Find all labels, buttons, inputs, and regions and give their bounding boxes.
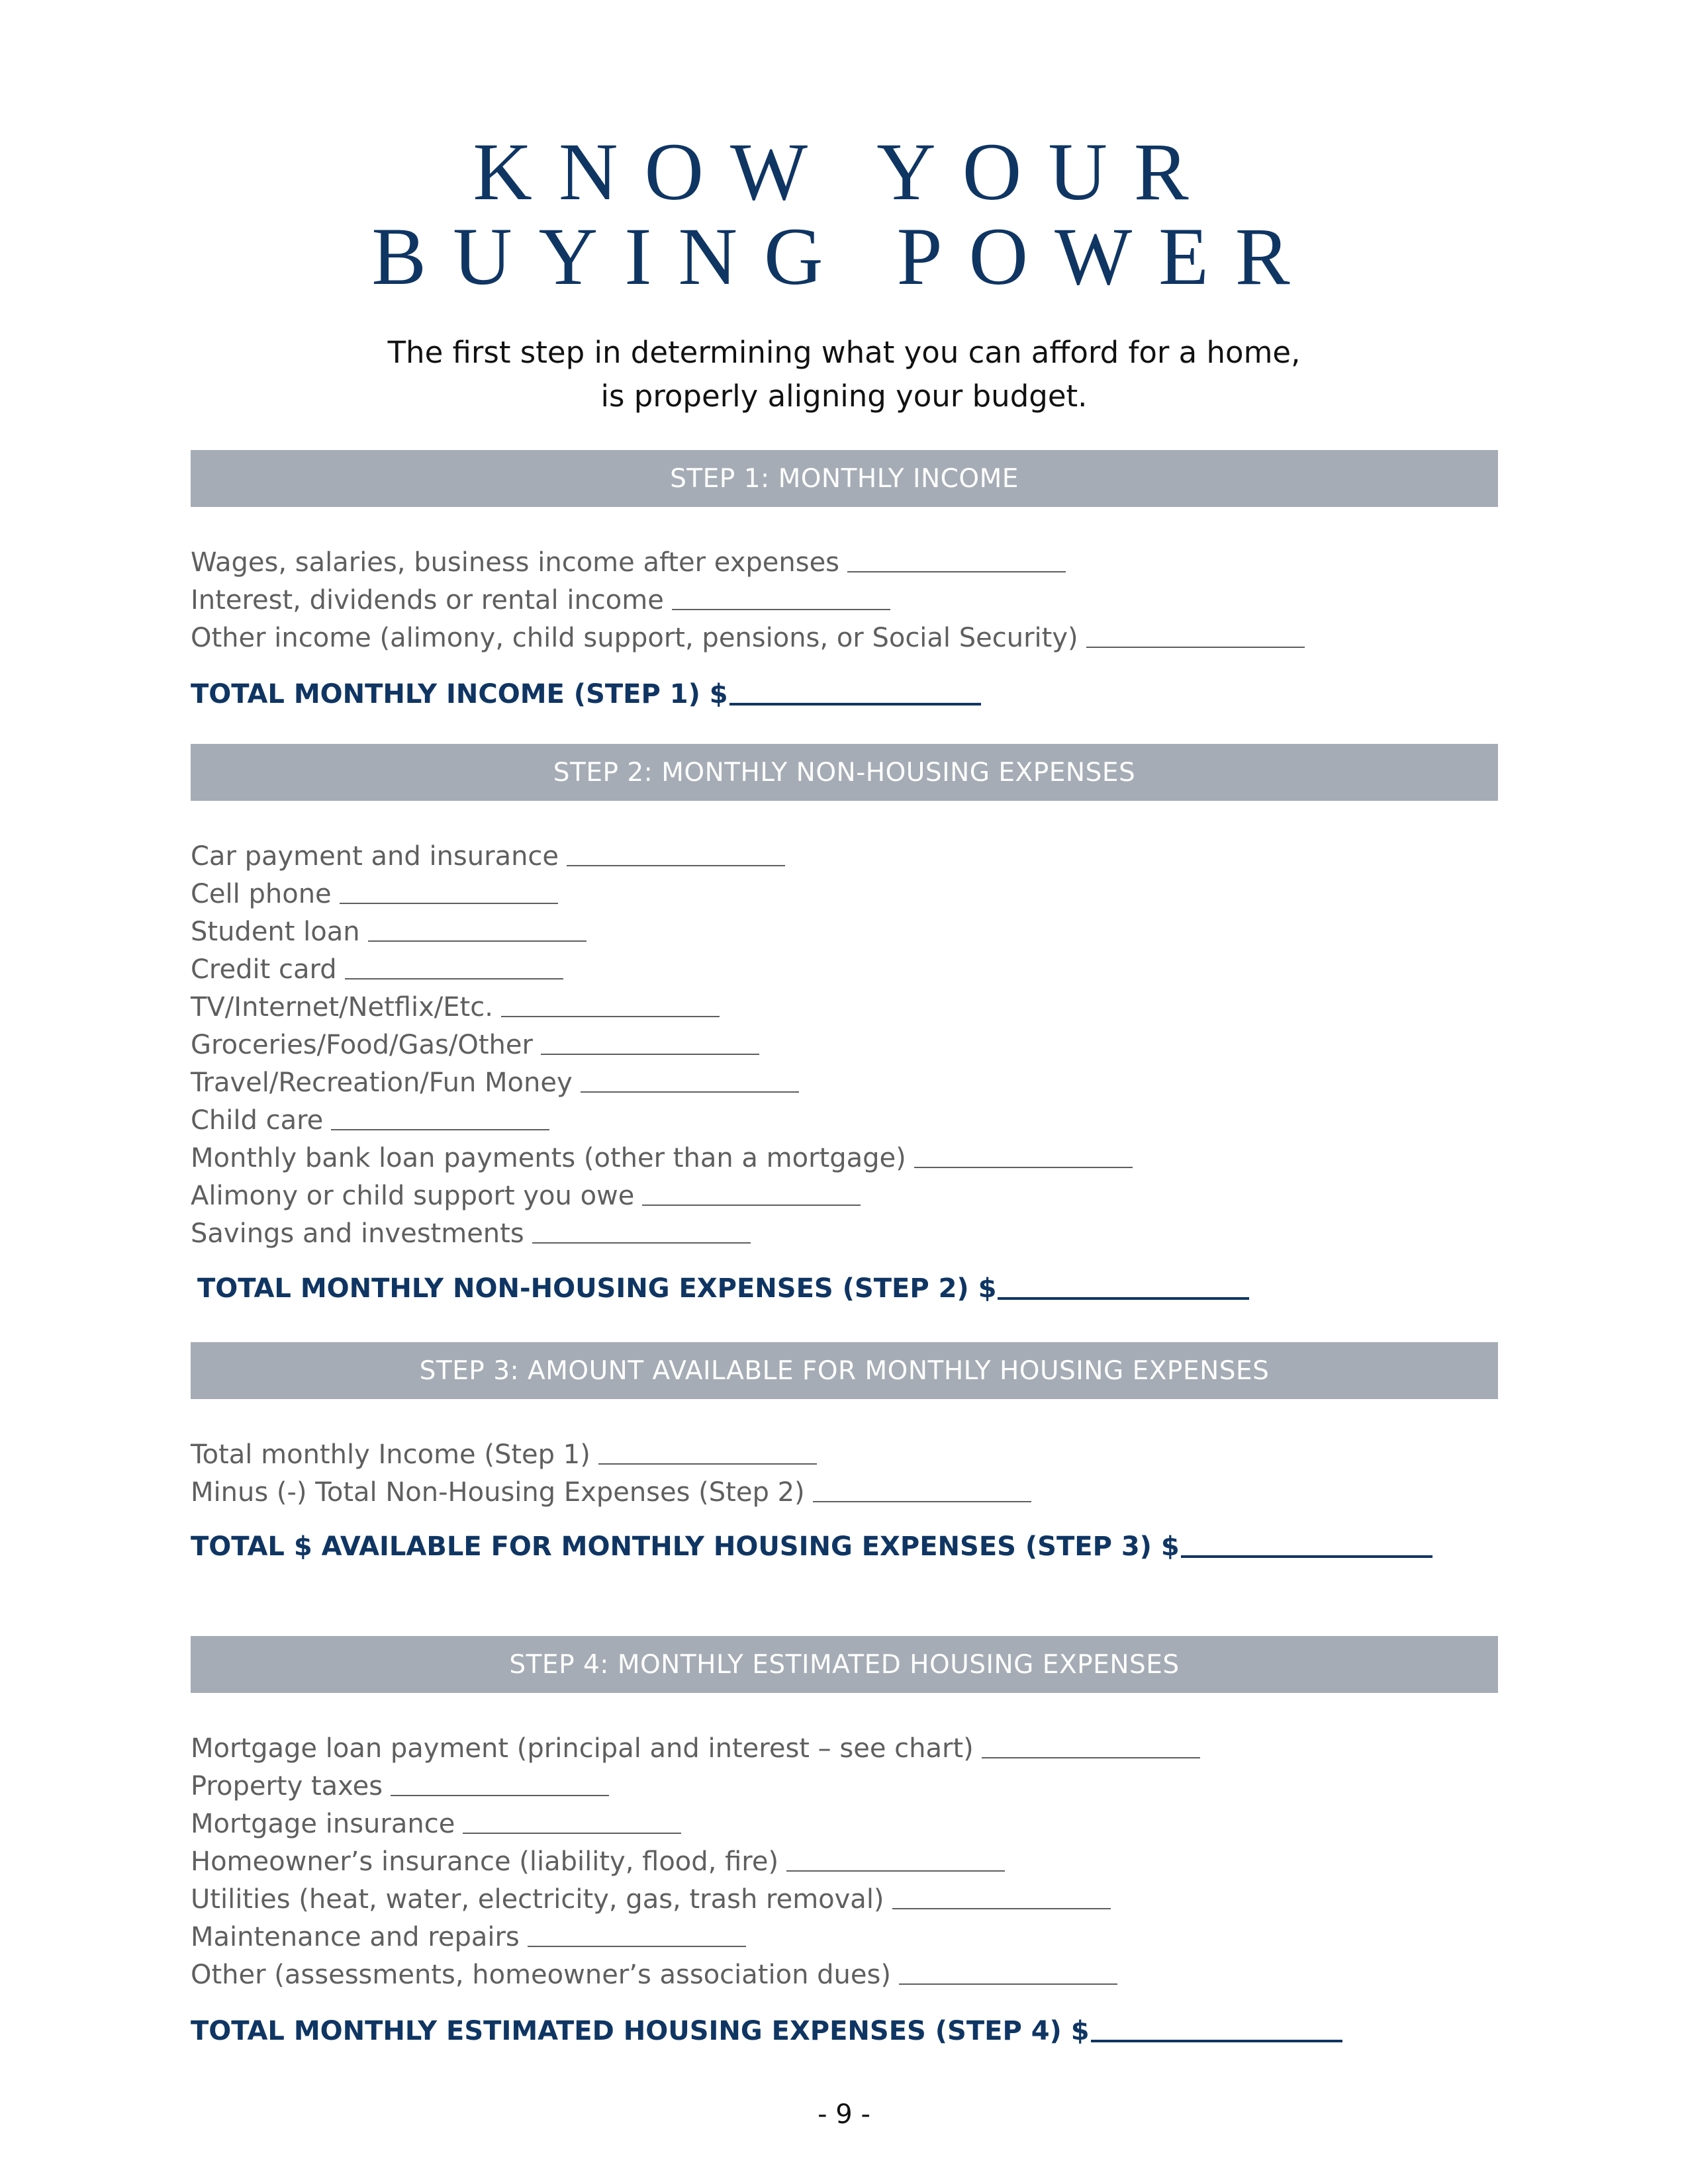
entry-line[interactable] xyxy=(567,865,785,866)
entry-line[interactable] xyxy=(501,1016,720,1017)
item-label: Student loan xyxy=(191,917,360,947)
list-item xyxy=(191,1805,1200,1843)
list-item xyxy=(191,838,1133,876)
entry-line[interactable] xyxy=(598,1463,817,1465)
total-entry-line[interactable] xyxy=(1091,2040,1342,2042)
list-item xyxy=(191,1177,1133,1215)
item-label: Mortgage loan payment (principal and interest – see chart) xyxy=(191,1733,974,1764)
list-item xyxy=(191,876,1133,913)
step-4-total xyxy=(191,2016,1342,2046)
item-label: Savings and investments xyxy=(191,1218,524,1249)
step-2-items xyxy=(191,838,1133,1253)
list-item xyxy=(191,1881,1200,1919)
list-item xyxy=(191,1919,1200,1956)
entry-line[interactable] xyxy=(541,1054,759,1055)
item-label: Credit card xyxy=(191,954,337,985)
item-label: Groceries/Food/Gas/Other xyxy=(191,1030,533,1060)
step-4-items xyxy=(191,1730,1200,1994)
item-label: Cell phone xyxy=(191,879,332,909)
entry-line[interactable] xyxy=(642,1205,861,1206)
list-item xyxy=(191,1730,1200,1768)
step-2-heading: STEP 2: MONTHLY NON-HOUSING EXPENSES xyxy=(191,744,1498,801)
entry-line[interactable] xyxy=(847,571,1066,572)
page-title-line-2: BUYING POWER xyxy=(371,211,1317,302)
total-label: TOTAL $ AVAILABLE FOR MONTHLY HOUSING EXPENSES (STEP 3) $ xyxy=(191,1531,1180,1562)
list-item xyxy=(191,913,1133,951)
page-title-line-1: KNOW YOUR xyxy=(473,126,1215,217)
item-label: Other income (alimony, child support, pensions, or Social Security) xyxy=(191,623,1078,653)
entry-line[interactable] xyxy=(672,609,890,610)
list-item xyxy=(191,1436,1031,1474)
list-item xyxy=(191,1843,1200,1881)
subtitle-line-1: The first step in determining what you can afford for a home, xyxy=(387,335,1301,370)
entry-line[interactable] xyxy=(581,1091,799,1093)
item-label: Total monthly Income (Step 1) xyxy=(191,1439,590,1470)
list-item xyxy=(191,1026,1133,1064)
entry-line[interactable] xyxy=(982,1757,1200,1758)
item-label: Child care xyxy=(191,1105,324,1136)
entry-line[interactable] xyxy=(463,1833,681,1834)
step-3-total xyxy=(191,1531,1432,1562)
entry-line[interactable] xyxy=(786,1870,1005,1872)
item-label: TV/Internet/Netflix/Etc. xyxy=(191,992,493,1023)
item-label: Car payment and insurance xyxy=(191,841,559,872)
item-label: Monthly bank loan payments (other than a mortgage) xyxy=(191,1143,906,1173)
item-label: Homeowner’s insurance (liability, flood, fire) xyxy=(191,1846,779,1877)
entry-line[interactable] xyxy=(899,1983,1117,1985)
entry-line[interactable] xyxy=(914,1167,1133,1168)
list-item xyxy=(191,1956,1200,1994)
total-label: TOTAL MONTHLY INCOME (STEP 1) $ xyxy=(191,679,728,709)
entry-line[interactable] xyxy=(528,1946,746,1947)
item-label: Interest, dividends or rental income xyxy=(191,585,664,615)
item-label: Travel/Recreation/Fun Money xyxy=(191,1068,573,1098)
subtitle-line-2: is properly aligning your budget. xyxy=(600,379,1088,414)
list-item xyxy=(191,619,1305,657)
page-number: - 9 - xyxy=(818,2099,870,2130)
step-1-heading: STEP 1: MONTHLY INCOME xyxy=(191,450,1498,507)
list-item xyxy=(191,1140,1133,1177)
item-label: Minus (-) Total Non-Housing Expenses (Step 2) xyxy=(191,1477,805,1508)
step-3-heading: STEP 3: AMOUNT AVAILABLE FOR MONTHLY HOUSING EXPENSES xyxy=(191,1342,1498,1399)
subtitle xyxy=(0,331,1688,418)
entry-line[interactable] xyxy=(340,903,558,904)
list-item xyxy=(191,1474,1031,1512)
entry-line[interactable] xyxy=(813,1501,1031,1502)
item-label: Wages, salaries, business income after expenses xyxy=(191,547,840,578)
item-label: Utilities (heat, water, electricity, gas, trash removal) xyxy=(191,1884,884,1915)
item-label: Alimony or child support you owe xyxy=(191,1181,635,1211)
step-1-total xyxy=(191,679,981,709)
total-label: TOTAL MONTHLY ESTIMATED HOUSING EXPENSES (STEP 4) $ xyxy=(191,2016,1090,2046)
entry-line[interactable] xyxy=(345,978,563,979)
list-item xyxy=(191,1064,1133,1102)
step-2-total xyxy=(197,1273,1249,1304)
entry-line[interactable] xyxy=(368,940,586,942)
item-label: Property taxes xyxy=(191,1771,383,1801)
entry-line[interactable] xyxy=(892,1908,1111,1909)
list-item xyxy=(191,582,1305,619)
step-1-items xyxy=(191,544,1305,657)
list-item xyxy=(191,989,1133,1026)
entry-line[interactable] xyxy=(391,1795,609,1796)
total-entry-line[interactable] xyxy=(1181,1555,1432,1558)
total-entry-line[interactable] xyxy=(998,1297,1249,1300)
item-label: Maintenance and repairs xyxy=(191,1922,520,1952)
list-item xyxy=(191,1768,1200,1805)
entry-line[interactable] xyxy=(331,1129,549,1130)
total-entry-line[interactable] xyxy=(729,703,981,705)
item-label: Other (assessments, homeowner’s association dues) xyxy=(191,1960,891,1990)
total-label: TOTAL MONTHLY NON-HOUSING EXPENSES (STEP 2) $ xyxy=(197,1273,997,1304)
entry-line[interactable] xyxy=(532,1242,751,1244)
list-item xyxy=(191,1215,1133,1253)
list-item xyxy=(191,544,1305,582)
list-item xyxy=(191,951,1133,989)
step-3-items xyxy=(191,1436,1031,1512)
entry-line[interactable] xyxy=(1086,647,1305,648)
list-item xyxy=(191,1102,1133,1140)
step-4-heading: STEP 4: MONTHLY ESTIMATED HOUSING EXPENSES xyxy=(191,1636,1498,1693)
item-label: Mortgage insurance xyxy=(191,1809,455,1839)
